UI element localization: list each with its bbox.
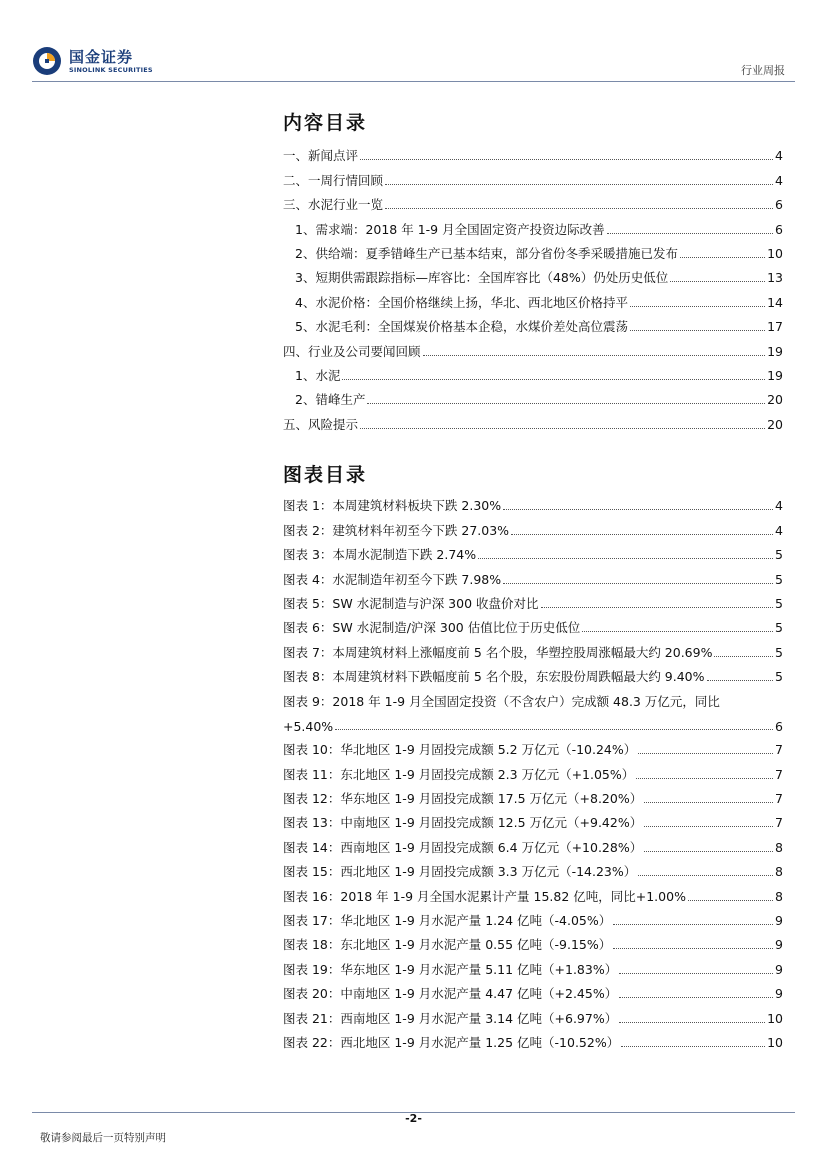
toc-entry[interactable] <box>283 612 783 636</box>
toc-entry-page: 9 <box>775 937 783 953</box>
toc-leader-dots <box>367 403 765 404</box>
toc-entry-page: 7 <box>775 766 783 782</box>
toc-entry-page: 10 <box>767 245 783 261</box>
toc-leader-dots <box>423 355 766 356</box>
toc-leader-dots <box>638 875 773 876</box>
toc-entry-page: 9 <box>775 913 783 929</box>
toc-entry[interactable] <box>283 360 783 384</box>
logo-english-name: SINOLINK SECURITIES <box>69 66 153 74</box>
toc-entry-label: 图表 18：东北地区 1-9 月水泥产量 0.55 亿吨（-9.15%） <box>283 937 612 953</box>
toc-leader-dots <box>503 583 773 584</box>
toc-entry-label: 图表 12：华东地区 1-9 月固投完成额 17.5 万亿元（+8.20%） <box>283 791 643 807</box>
toc-leader-dots <box>613 948 773 949</box>
toc-leader-dots <box>503 509 773 510</box>
toc-entry-page: 9 <box>775 961 783 977</box>
content-toc-title: 内容目录 <box>283 112 368 134</box>
toc-entry-page: 8 <box>775 839 783 855</box>
toc-entry-label: 图表 3：本周水泥制造下跌 2.74% <box>283 547 477 563</box>
toc-entry-page: 10 <box>767 1034 783 1050</box>
toc-entry-page: 7 <box>775 791 783 807</box>
page-header <box>32 44 795 80</box>
toc-entry-page: 20 <box>767 392 783 408</box>
toc-entry[interactable] <box>283 189 783 213</box>
toc-leader-dots <box>636 778 773 779</box>
toc-entry[interactable] <box>283 783 783 807</box>
toc-entry-wrapped-continuation[interactable] <box>283 710 783 734</box>
toc-entry[interactable] <box>283 734 783 758</box>
toc-entry[interactable] <box>283 563 783 587</box>
content-toc <box>283 140 783 433</box>
toc-leader-dots <box>619 1022 765 1023</box>
toc-entry[interactable] <box>283 335 783 359</box>
toc-entry-label: 图表 7：本周建筑材料上涨幅度前 5 名个股，华塑控股周涨幅最大约 20.69% <box>283 644 713 660</box>
toc-entry-label: 1、需求端：2018 年 1-9 月全国固定资产投资边际改善 <box>295 221 605 237</box>
toc-entry-label: 图表 21：西南地区 1-9 月水泥产量 3.14 亿吨（+6.97%） <box>283 1010 618 1026</box>
figure-toc <box>283 490 783 1051</box>
toc-entry-page: 8 <box>775 888 783 904</box>
toc-leader-dots <box>360 428 765 429</box>
sinolink-logo-icon <box>32 46 62 76</box>
toc-leader-dots <box>644 826 773 827</box>
toc-entry[interactable] <box>283 1002 783 1026</box>
toc-entry[interactable] <box>283 286 783 310</box>
toc-entry-label: 图表 5：SW 水泥制造与沪深 300 收盘价对比 <box>283 595 539 611</box>
toc-entry-page: 10 <box>767 1010 783 1026</box>
toc-entry[interactable] <box>283 856 783 880</box>
toc-entry[interactable] <box>283 140 783 164</box>
toc-entry-page: 7 <box>775 815 783 831</box>
toc-entry-label: 图表 2：建筑材料年初至今下跌 27.03% <box>283 522 510 538</box>
toc-leader-dots <box>385 184 773 185</box>
toc-leader-dots <box>613 924 773 925</box>
toc-leader-dots <box>644 851 773 852</box>
toc-entry-label: 二、一周行情回顾 <box>283 172 384 188</box>
toc-entry-page: 5 <box>775 547 783 563</box>
toc-leader-dots <box>619 997 773 998</box>
toc-leader-dots <box>630 330 765 331</box>
toc-entry-label: 图表 19：华东地区 1-9 月水泥产量 5.11 亿吨（+1.83%） <box>283 961 618 977</box>
toc-entry-page: 4 <box>775 172 783 188</box>
page-number: -2- <box>405 1112 422 1125</box>
toc-entry[interactable] <box>283 929 783 953</box>
toc-leader-dots <box>582 631 773 632</box>
toc-entry-label: 四、行业及公司要闻回顾 <box>283 343 421 359</box>
toc-entry-label: +5.40% <box>283 718 334 734</box>
toc-entry-page: 5 <box>775 669 783 685</box>
toc-entry-page: 20 <box>767 416 783 432</box>
report-type-label: 行业周报 <box>741 64 785 77</box>
toc-entry[interactable] <box>283 238 783 262</box>
toc-leader-dots <box>638 753 773 754</box>
toc-leader-dots <box>621 1046 765 1047</box>
toc-entry[interactable] <box>283 953 783 977</box>
toc-entry-page: 5 <box>775 620 783 636</box>
toc-entry-page: 4 <box>775 498 783 514</box>
toc-entry-wrapped[interactable] <box>283 685 783 709</box>
toc-entry[interactable] <box>283 636 783 660</box>
toc-entry-page: 4 <box>775 522 783 538</box>
footer-disclaimer: 敬请参阅最后一页特别声明 <box>40 1132 166 1144</box>
toc-leader-dots <box>707 680 774 681</box>
toc-entry-label: 2、供给端：夏季错峰生产已基本结束，部分省份冬季采暖措施已发布 <box>295 245 678 261</box>
toc-leader-dots <box>335 729 773 730</box>
toc-entry[interactable] <box>283 408 783 432</box>
toc-entry[interactable] <box>283 311 783 335</box>
toc-entry-page: 17 <box>767 319 783 335</box>
toc-entry[interactable] <box>283 1027 783 1051</box>
toc-entry-label: 图表 8：本周建筑材料下跌幅度前 5 名个股，东宏股份周跌幅最大约 9.40% <box>283 669 705 685</box>
toc-entry-label: 4、水泥价格：全国价格继续上扬，华北、西北地区价格持平 <box>295 294 628 310</box>
figure-toc-title: 图表目录 <box>283 464 368 486</box>
toc-entry-label: 图表 11：东北地区 1-9 月固投完成额 2.3 万亿元（+1.05%） <box>283 766 635 782</box>
toc-entry-label: 图表 14：西南地区 1-9 月固投完成额 6.4 万亿元（+10.28%） <box>283 839 643 855</box>
toc-entry-page: 4 <box>775 148 783 164</box>
toc-entry-label: 五、风险提示 <box>283 416 359 432</box>
toc-entry-label: 图表 17：华北地区 1-9 月水泥产量 1.24 亿吨（-4.05%） <box>283 913 612 929</box>
toc-entry-page: 6 <box>775 221 783 237</box>
toc-entry-label: 三、水泥行业一览 <box>283 197 384 213</box>
header-divider <box>32 81 795 82</box>
toc-entry-page: 7 <box>775 742 783 758</box>
toc-leader-dots <box>688 900 773 901</box>
toc-entry[interactable] <box>283 807 783 831</box>
toc-leader-dots <box>619 973 773 974</box>
toc-leader-dots <box>630 306 765 307</box>
toc-entry[interactable] <box>283 262 783 286</box>
toc-entry-label: 图表 15：西北地区 1-9 月固投完成额 3.3 万亿元（-14.23%） <box>283 864 637 880</box>
toc-entry-page: 19 <box>767 343 783 359</box>
toc-entry-label: 图表 10：华北地区 1-9 月固投完成额 5.2 万亿元（-10.24%） <box>283 742 637 758</box>
toc-leader-dots <box>541 607 774 608</box>
toc-leader-dots <box>670 281 765 282</box>
toc-entry-page: 6 <box>775 197 783 213</box>
toc-entry[interactable] <box>283 213 783 237</box>
toc-entry[interactable] <box>283 758 783 782</box>
toc-entry[interactable] <box>283 905 783 929</box>
toc-leader-dots <box>342 379 765 380</box>
logo-chinese-name: 国金证券 <box>69 48 134 66</box>
toc-entry[interactable] <box>283 164 783 188</box>
toc-entry-page: 19 <box>767 367 783 383</box>
toc-entry[interactable] <box>283 514 783 538</box>
toc-entry[interactable] <box>283 880 783 904</box>
toc-entry[interactable] <box>283 588 783 612</box>
toc-entry[interactable] <box>283 831 783 855</box>
toc-entry-page: 8 <box>775 864 783 880</box>
toc-entry-label: 图表 16：2018 年 1-9 月全国水泥累计产量 15.82 亿吨，同比+1.00% <box>283 888 686 904</box>
toc-entry-label: 图表 22：西北地区 1-9 月水泥产量 1.25 亿吨（-10.52%） <box>283 1034 620 1050</box>
toc-entry[interactable] <box>283 978 783 1002</box>
toc-leader-dots <box>714 656 773 657</box>
toc-entry-label: 2、错峰生产 <box>295 392 366 408</box>
toc-entry-page: 13 <box>767 270 783 286</box>
toc-entry-page: 6 <box>775 718 783 734</box>
toc-leader-dots <box>385 208 773 209</box>
toc-entry[interactable] <box>283 384 783 408</box>
toc-entry[interactable] <box>283 539 783 563</box>
toc-leader-dots <box>607 233 773 234</box>
toc-entry-label: 1、水泥 <box>295 367 341 383</box>
toc-leader-dots <box>680 257 765 258</box>
toc-entry-label: 3、短期供需跟踪指标—库容比：全国库容比（48%）仍处历史低位 <box>295 270 669 286</box>
toc-entry-label: 图表 1：本周建筑材料板块下跌 2.30% <box>283 498 502 514</box>
toc-entry[interactable] <box>283 490 783 514</box>
toc-entry-page: 5 <box>775 644 783 660</box>
toc-entry-label: 图表 6：SW 水泥制造/沪深 300 估值比位于历史低位 <box>283 620 581 636</box>
toc-entry[interactable] <box>283 661 783 685</box>
toc-entry-page: 14 <box>767 294 783 310</box>
toc-entry-page: 5 <box>775 571 783 587</box>
toc-entry-label: 图表 9：2018 年 1-9 月全国固定投资（不含农户）完成额 48.3 万亿元，同比 <box>283 693 720 709</box>
toc-leader-dots <box>644 802 773 803</box>
toc-entry-label: 图表 20：中南地区 1-9 月水泥产量 4.47 亿吨（+2.45%） <box>283 986 618 1002</box>
toc-leader-dots <box>360 159 773 160</box>
toc-entry-label: 图表 4：水泥制造年初至今下跌 7.98% <box>283 571 502 587</box>
toc-leader-dots <box>478 558 773 559</box>
toc-leader-dots <box>511 534 773 535</box>
toc-entry-label: 一、新闻点评 <box>283 148 359 164</box>
toc-entry-page: 5 <box>775 595 783 611</box>
toc-entry-page: 9 <box>775 986 783 1002</box>
toc-entry-label: 图表 13：中南地区 1-9 月固投完成额 12.5 万亿元（+9.42%） <box>283 815 643 831</box>
toc-entry-label: 5、水泥毛利：全国煤炭价格基本企稳，水煤价差处高位震荡 <box>295 319 628 335</box>
